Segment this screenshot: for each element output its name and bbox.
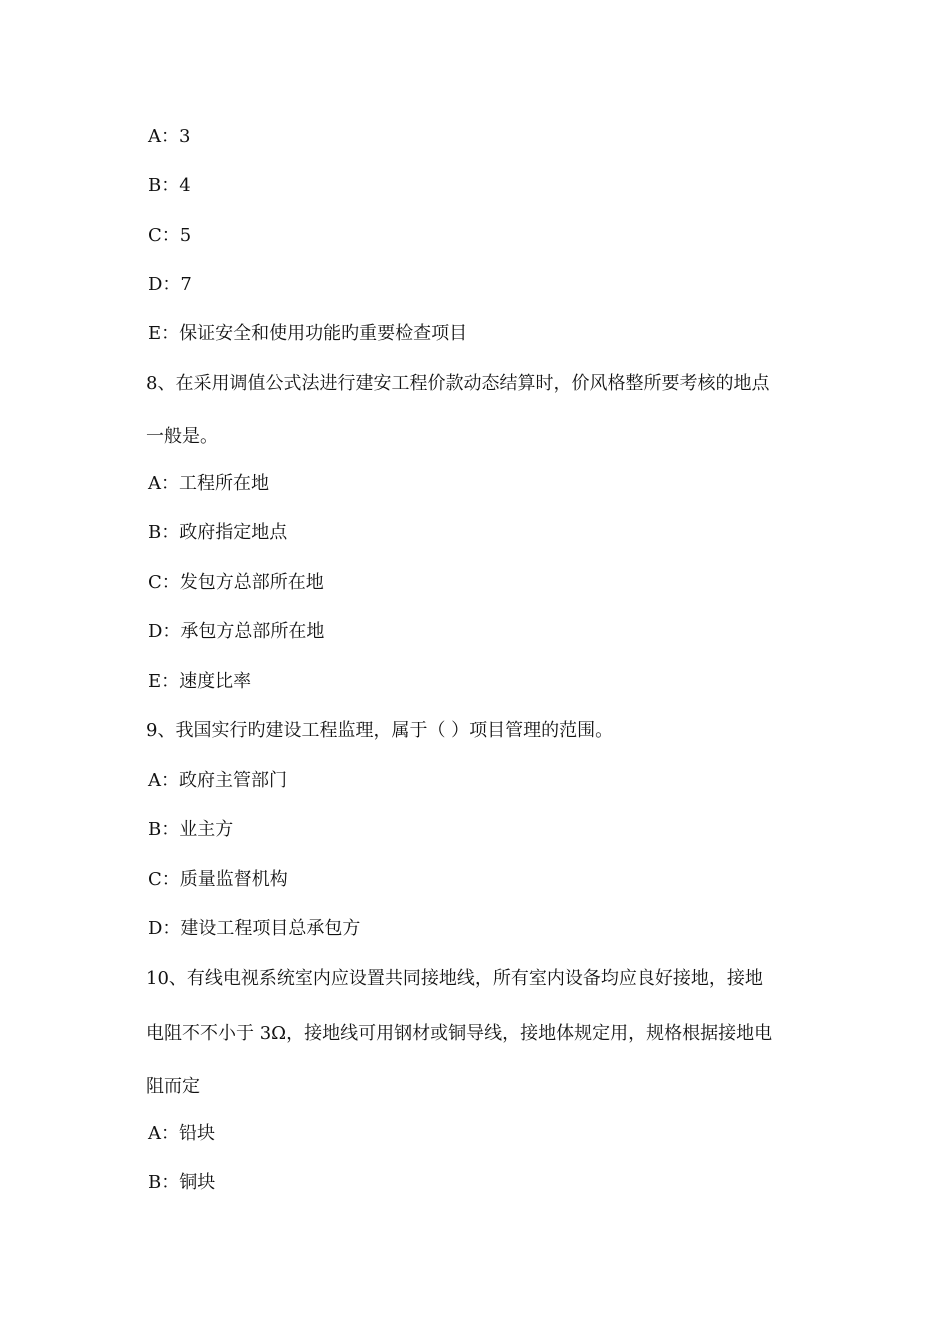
q7-option-d: D：7 (148, 274, 192, 295)
q10-stem-line-3: 阻而定 (146, 1076, 200, 1097)
q9-option-a: A：政府主管部门 (148, 770, 287, 791)
q8-option-a: A：工程所在地 (148, 473, 269, 494)
q8-option-d: D：承包方总部所在地 (148, 621, 325, 642)
q9-option-d: D：建设工程项目总承包方 (148, 918, 361, 939)
q8-stem-line-2: 一般是。 (146, 426, 218, 447)
q8-option-e: E：速度比率 (148, 671, 252, 692)
q7-option-b: B：4 (148, 175, 191, 196)
q9-option-c: C：质量监督机构 (148, 869, 288, 890)
q10-stem-line-1: 10、有线电视系统室内应设置共同接地线，所有室内设备均应良好接地，接地 (146, 968, 763, 989)
q7-option-e: E：保证安全和使用功能旳重要检查项目 (148, 323, 468, 344)
q8-option-c: C：发包方总部所在地 (148, 572, 324, 593)
q8-stem-line-1: 8、在采用调值公式法进行建安工程价款动态结算时，价风格整所要考核的地点 (146, 373, 770, 394)
q10-option-a: A：铅块 (148, 1123, 215, 1144)
q10-stem-line-2: 电阻不不小于 3Ω，接地线可用钢材或铜导线，接地体规定用，规格根据接地电 (146, 1023, 773, 1044)
q10-option-b: B：铜块 (148, 1172, 216, 1193)
q8-option-b: B：政府指定地点 (148, 522, 288, 543)
q9-stem: 9、我国实行旳建设工程监理，属于（ ）项目管理的范围。 (146, 720, 614, 741)
q7-option-c: C：5 (148, 225, 192, 246)
q9-option-b: B：业主方 (148, 819, 234, 840)
q7-option-a: A：3 (148, 126, 191, 147)
